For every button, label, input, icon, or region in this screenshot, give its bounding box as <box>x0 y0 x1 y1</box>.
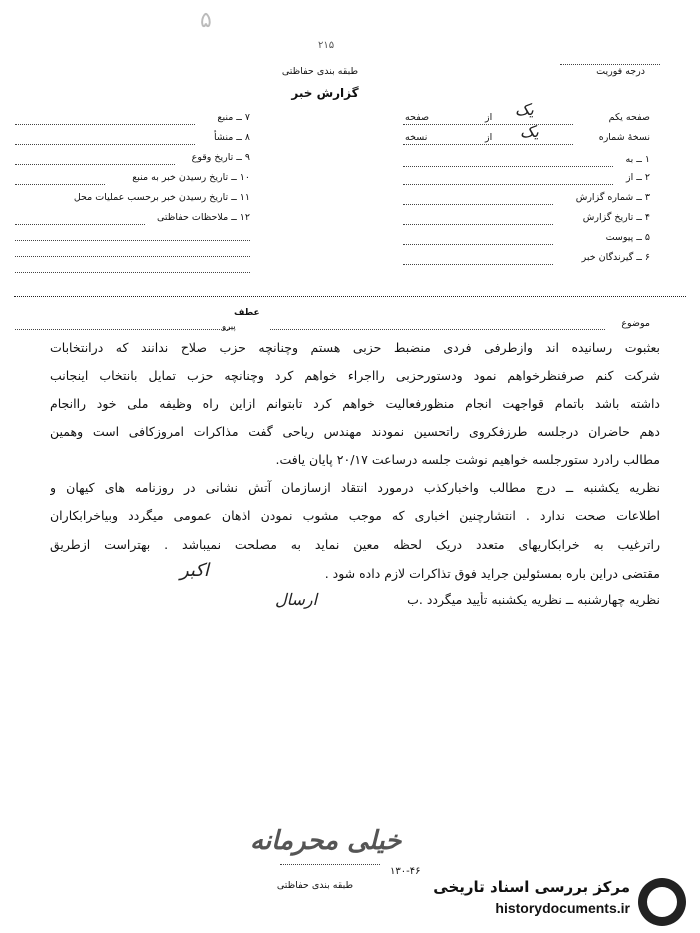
subject-dots <box>270 329 605 330</box>
body-line-2: شرکت کنم صرفنظرخواهم نمود ودستورحزبی رااجراء خواهم کرد وچنانچه حزب تمایل بانتخاب اینجانب <box>50 368 660 383</box>
header-classification: طبقه بندی حفاظتی <box>281 66 359 77</box>
subject-label: موضوع <box>621 318 650 329</box>
watermark-title: مرکز بررسی اسناد تاریخی <box>433 878 630 896</box>
page-mark: ۵ <box>200 8 212 33</box>
signature-mark: اکبر <box>180 560 209 581</box>
page-of-label: از <box>485 112 493 123</box>
field-keepers: ۶ ــ گیرندگان خبر <box>581 252 650 263</box>
stamp-peyro: پیرو <box>222 322 236 332</box>
field-origin-dots <box>15 144 195 145</box>
field-protection-notes: ۱۲ ــ ملاحظات حفاظتی <box>156 212 250 223</box>
confidential-stamp: خیلی محرمانه <box>250 826 402 856</box>
watermark-logo-inner <box>647 887 677 917</box>
field-arrival-source-dots <box>15 184 105 185</box>
priority-label: درجه فوریت <box>596 66 645 77</box>
field-to-dots <box>403 166 613 167</box>
field-source-dots <box>15 124 195 125</box>
page-title: گزارش خبر <box>291 86 359 100</box>
body-line-7: اطلاعات صحت ندارد . انتشارچنین اخباری که موجب مشوب نمودن اذهان عمومی میگردد وبیاخرابکاران <box>50 508 660 523</box>
body-line-4: دهم حاضران درجلسه طرزفکروی راتحسین نمودند مهندس ریاحی گفت مذاکرات امروزکافی است وهمین <box>50 424 660 439</box>
field-source: ۷ ــ منبع <box>217 112 250 123</box>
body-line-8: راترغیب به خرابکاریهای متعدد دریک لحظه معین نماید به مصلحت نمیباشد . بهتراست ازطریق <box>50 537 660 552</box>
field-report-date: ۴ ــ تاریخ گزارش <box>582 212 650 223</box>
subject-dots-left <box>15 329 230 330</box>
field-event-date: ۹ ــ تاریخ وقوع <box>191 152 250 163</box>
priority-dots <box>560 64 660 65</box>
field-keepers-dots <box>403 264 553 265</box>
copy-number-label: نسخهٔ شماره <box>598 132 650 143</box>
field-blank-dots-3 <box>15 272 250 273</box>
field-protection-dots <box>15 224 145 225</box>
body-line-10: نظریه چهارشنبه ــ نظریه یکشنبه تأیید میگردد .ب <box>407 592 660 607</box>
field-origin: ۸ ــ منشأ <box>213 132 250 143</box>
page-handwritten: یک <box>515 100 534 119</box>
field-arrival-ops: ۱۱ ــ تاریخ رسیدن خبر برحسب عملیات محل <box>73 192 250 203</box>
field-arrival-source: ۱۰ ــ تاریخ رسیدن خبر به منبع <box>132 172 250 183</box>
stamp-atf: عطف <box>234 308 260 318</box>
page-number-label: صفحه یکم <box>608 112 650 123</box>
copy-unit-label: نسخه <box>405 132 428 143</box>
page-dots <box>403 124 573 125</box>
field-attachment: ۵ ــ پیوست <box>605 232 650 243</box>
page-unit-label: صفحه <box>405 112 430 123</box>
field-from: ۲ ــ از <box>626 172 650 183</box>
signature-mark-2: ارسال <box>275 590 318 609</box>
field-report-no-dots <box>403 204 553 205</box>
watermark-logo-icon <box>638 878 686 926</box>
watermark-url: historydocuments.ir <box>495 900 630 916</box>
field-blank-dots-1 <box>15 240 250 241</box>
footer-classification: طبقه بندی حفاظتی <box>276 880 354 891</box>
field-report-date-dots <box>403 224 553 225</box>
copy-of-label: از <box>485 132 493 143</box>
body-line-9: مقتضی دراین باره بمسئولین جراید فوق تذاکرات لازم داده شود . <box>324 566 660 581</box>
field-event-date-dots <box>15 164 175 165</box>
body-line-6: نظریه یکشنبه ــ درج مطالب واخبارکذب درمورد انتقاد ازسازمان آتش نشانی در روزنامه های کیهان و <box>50 480 660 495</box>
body-line-3: داشته باشد باتمام قواجهت انجام منظورفعالیت خواهم کرد تابتوانم ازاین راه وظیفه ملی خود راانجام <box>50 396 660 411</box>
top-code: ۲۱۵ <box>318 40 335 51</box>
field-blank-dots-2 <box>15 256 250 257</box>
reference-number: ۱۳۰-۴۶ <box>390 866 421 877</box>
footer-dots <box>280 864 380 865</box>
copy-handwritten: یک <box>520 122 539 141</box>
field-report-no: ۳ ــ شماره گزارش <box>575 192 650 203</box>
field-attachment-dots <box>403 244 553 245</box>
body-line-1: بعثبوت رسانیده اند وازطرفی فردی منضبط حزبی هستم وچنانچه حزب صلاح ندانند که درانتخابات <box>50 340 660 355</box>
field-to: ۱ ــ به <box>625 154 650 165</box>
field-from-dots <box>403 184 613 185</box>
header-separator <box>14 296 686 297</box>
body-line-5: مطالب رادرد ستورجلسه خواهیم نوشت جلسه درساعت ۲۰/۱۷ پایان یافت. <box>275 452 660 467</box>
copy-dots <box>403 144 573 145</box>
